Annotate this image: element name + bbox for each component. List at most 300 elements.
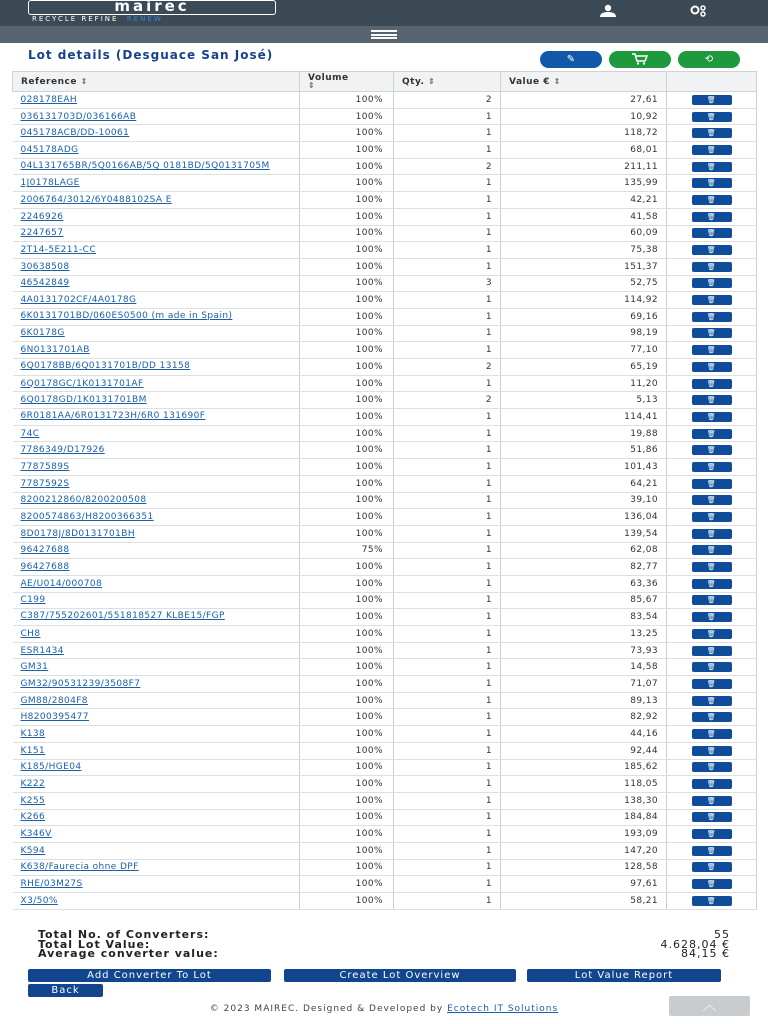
reference-link[interactable]: K266 <box>13 809 300 826</box>
volume-cell: 100% <box>300 142 394 159</box>
hamburger-menu-icon[interactable] <box>371 30 397 39</box>
volume-cell: 100% <box>300 609 394 626</box>
qty-cell: 1 <box>394 175 501 192</box>
cart-icon <box>631 54 649 65</box>
value-cell: 19,88 <box>501 425 667 442</box>
reference-link[interactable]: K185/HGE04 <box>13 759 300 776</box>
trash-icon[interactable]: 🗑 <box>692 312 732 322</box>
table-row <box>13 325 757 342</box>
value-cell: 64,21 <box>501 475 667 492</box>
trash-icon[interactable]: 🗑 <box>692 746 732 756</box>
table-row <box>13 275 757 292</box>
action-cell <box>667 392 757 409</box>
reference-link[interactable]: K151 <box>13 742 300 759</box>
trash-icon[interactable]: 🗑 <box>692 562 732 572</box>
qty-cell: 1 <box>394 409 501 426</box>
action-cell <box>667 642 757 659</box>
table-row <box>13 893 757 910</box>
action-cell <box>667 809 757 826</box>
qty-cell: 1 <box>394 192 501 209</box>
volume-cell: 100% <box>300 842 394 859</box>
volume-cell: 100% <box>300 809 394 826</box>
qty-cell: 1 <box>394 225 501 242</box>
qty-cell: 1 <box>394 659 501 676</box>
trash-icon[interactable]: 🗑 <box>692 195 732 205</box>
volume-cell: 100% <box>300 475 394 492</box>
table-row <box>13 676 757 693</box>
add-converter-button[interactable]: Add Converter To Lot <box>28 969 271 982</box>
sort-icon[interactable]: ⇕ <box>80 76 88 86</box>
action-cell <box>667 409 757 426</box>
qty-cell: 1 <box>394 759 501 776</box>
reference-link[interactable]: C199 <box>13 592 300 609</box>
total-converters-value: 55 <box>714 928 730 941</box>
qty-cell: 1 <box>394 692 501 709</box>
gear-icon[interactable] <box>686 4 710 20</box>
reference-link[interactable]: 46542849 <box>13 275 300 292</box>
reference-link[interactable]: 96427688 <box>13 542 300 559</box>
qty-cell: 1 <box>394 726 501 743</box>
value-cell: 147,20 <box>501 842 667 859</box>
reference-link[interactable]: 2006764/3012/6Y0488102SA E <box>13 192 300 209</box>
reference-link[interactable]: 2T14-5E211-CC <box>13 242 300 259</box>
sort-icon[interactable]: ⇕ <box>428 76 436 86</box>
qty-cell: 1 <box>394 809 501 826</box>
lot-value-report-button[interactable]: Lot Value Report <box>527 969 721 982</box>
menu-bar <box>0 26 768 43</box>
trash-icon[interactable]: 🗑 <box>692 829 732 839</box>
action-cell <box>667 459 757 476</box>
reference-link[interactable]: 74C <box>13 425 300 442</box>
value-cell: 42,21 <box>501 192 667 209</box>
trash-icon[interactable]: 🗑 <box>692 295 732 305</box>
value-cell: 41,58 <box>501 208 667 225</box>
value-cell: 135,99 <box>501 175 667 192</box>
qty-cell: 3 <box>394 275 501 292</box>
table-row <box>13 225 757 242</box>
action-cell <box>667 492 757 509</box>
chevron-up-icon: ︿ <box>702 998 717 1014</box>
value-cell: 85,67 <box>501 592 667 609</box>
trash-icon[interactable]: 🗑 <box>692 412 732 422</box>
table-row <box>13 142 757 159</box>
reference-link[interactable]: C387/755202601/551818527 KLBE15/FGP <box>13 609 300 626</box>
action-cell <box>667 425 757 442</box>
reference-link[interactable]: CH8 <box>13 626 300 643</box>
volume-cell: 100% <box>300 442 394 459</box>
trash-icon[interactable]: 🗑 <box>692 162 732 172</box>
reference-link[interactable]: 6Q0178GC/1K0131701AF <box>13 375 300 392</box>
trash-icon[interactable]: 🗑 <box>692 245 732 255</box>
value-cell: 65,19 <box>501 359 667 376</box>
edit-icon: ✎ <box>566 54 576 65</box>
value-cell: 60,09 <box>501 225 667 242</box>
volume-cell: 100% <box>300 425 394 442</box>
volume-cell: 100% <box>300 175 394 192</box>
reference-link[interactable]: 028178EAH <box>13 92 300 109</box>
reference-link[interactable]: 6Q0178BB/6Q0131701B/DD 13158 <box>13 359 300 376</box>
trash-icon[interactable]: 🗑 <box>692 145 732 155</box>
table-row <box>13 459 757 476</box>
value-cell: 83,54 <box>501 609 667 626</box>
action-cell <box>667 826 757 843</box>
table-row <box>13 125 757 142</box>
trash-icon[interactable]: 🗑 <box>692 729 732 739</box>
action-cell <box>667 893 757 910</box>
action-cell <box>667 258 757 275</box>
reference-link[interactable]: K222 <box>13 776 300 793</box>
table-row <box>13 258 757 275</box>
qty-cell: 1 <box>394 592 501 609</box>
trash-icon[interactable]: 🗑 <box>692 646 732 656</box>
reference-link[interactable]: 1J0178LAGE <box>13 175 300 192</box>
trash-icon[interactable]: 🗑 <box>692 612 732 622</box>
trash-icon[interactable]: 🗑 <box>692 362 732 372</box>
logo-tagline: RECYCLE REFINE RENEW <box>32 15 163 23</box>
qty-cell: 1 <box>394 609 501 626</box>
reference-link[interactable]: K255 <box>13 792 300 809</box>
table-row <box>13 542 757 559</box>
reference-link[interactable]: GM88/2804F8 <box>13 692 300 709</box>
reference-link[interactable]: 04L131765BR/5Q0166AB/5Q 0181BD/5Q0131705M <box>13 158 300 175</box>
table-row <box>13 842 757 859</box>
create-lot-overview-button[interactable]: Create Lot Overview <box>284 969 516 982</box>
value-cell: 211,11 <box>501 158 667 175</box>
table-row <box>13 359 757 376</box>
table-row <box>13 692 757 709</box>
action-cell <box>667 325 757 342</box>
trash-icon[interactable]: 🗑 <box>692 712 732 722</box>
action-cell <box>667 208 757 225</box>
qty-cell: 2 <box>394 392 501 409</box>
volume-cell: 100% <box>300 692 394 709</box>
trash-icon[interactable]: 🗑 <box>692 696 732 706</box>
reference-link[interactable]: 8D0178J/8D0131701BH <box>13 525 300 542</box>
qty-cell: 1 <box>394 742 501 759</box>
table-row <box>13 375 757 392</box>
value-cell: 138,30 <box>501 792 667 809</box>
reference-link[interactable]: 7787589S <box>13 459 300 476</box>
reference-link[interactable]: AE/U014/000708 <box>13 575 300 592</box>
qty-cell: 1 <box>394 876 501 893</box>
action-cell <box>667 676 757 693</box>
volume-cell: 100% <box>300 659 394 676</box>
action-cell <box>667 442 757 459</box>
volume-cell: 100% <box>300 776 394 793</box>
trash-icon[interactable]: 🗑 <box>692 545 732 555</box>
qty-cell: 1 <box>394 575 501 592</box>
table-header-row <box>13 72 757 92</box>
page-title: Lot details (Desguace San José) <box>28 48 274 62</box>
average-value-row <box>38 949 730 959</box>
table-row <box>13 292 757 309</box>
trash-icon[interactable]: 🗑 <box>692 595 732 605</box>
qty-cell: 1 <box>394 826 501 843</box>
table-row <box>13 308 757 325</box>
reference-link[interactable]: 8200574863/H8200366351 <box>13 509 300 526</box>
action-cell <box>667 559 757 576</box>
action-cell <box>667 626 757 643</box>
reference-link[interactable]: X3/50% <box>13 893 300 910</box>
action-cell <box>667 142 757 159</box>
qty-cell: 1 <box>394 425 501 442</box>
volume-cell: 100% <box>300 459 394 476</box>
reference-link[interactable]: 96427688 <box>13 559 300 576</box>
table-row <box>13 575 757 592</box>
qty-cell: 1 <box>394 559 501 576</box>
qty-cell: 1 <box>394 108 501 125</box>
col-header-volume[interactable]: Volume ⇕ <box>300 72 394 92</box>
lot-table <box>12 71 757 910</box>
trash-icon[interactable]: 🗑 <box>692 379 732 389</box>
value-cell: 92,44 <box>501 742 667 759</box>
refresh-button[interactable] <box>678 51 740 68</box>
table-row <box>13 792 757 809</box>
trash-icon[interactable]: 🗑 <box>692 846 732 856</box>
qty-cell: 1 <box>394 342 501 359</box>
footer-link[interactable]: Ecotech IT Solutions <box>447 1004 559 1014</box>
trash-icon[interactable]: 🗑 <box>692 512 732 522</box>
table-row <box>13 92 757 109</box>
volume-cell: 100% <box>300 258 394 275</box>
qty-cell: 1 <box>394 509 501 526</box>
action-cell <box>667 759 757 776</box>
volume-cell: 100% <box>300 592 394 609</box>
volume-cell: 100% <box>300 275 394 292</box>
qty-cell: 1 <box>394 542 501 559</box>
qty-cell: 1 <box>394 325 501 342</box>
lot-table-container <box>12 71 756 910</box>
col-header-qty[interactable]: Qty. ⇕ <box>394 72 501 92</box>
reference-link[interactable]: 2247657 <box>13 225 300 242</box>
value-cell: 128,58 <box>501 859 667 876</box>
reference-link[interactable]: 7787592S <box>13 475 300 492</box>
action-cell <box>667 575 757 592</box>
volume-cell: 100% <box>300 726 394 743</box>
trash-icon[interactable]: 🗑 <box>692 579 732 589</box>
table-row <box>13 475 757 492</box>
trash-icon[interactable]: 🗑 <box>692 345 732 355</box>
trash-icon[interactable]: 🗑 <box>692 662 732 672</box>
table-row <box>13 859 757 876</box>
average-value-label: Average converter value: <box>38 947 219 960</box>
trash-icon[interactable]: 🗑 <box>692 262 732 272</box>
reference-link[interactable]: K638/Faurecia ohne DPF <box>13 859 300 876</box>
back-button[interactable]: Back <box>28 984 103 997</box>
trash-icon[interactable]: 🗑 <box>692 228 732 238</box>
volume-cell: 100% <box>300 642 394 659</box>
reference-link[interactable]: GM32/90531239/3508F7 <box>13 676 300 693</box>
reference-link[interactable]: 045178ACB/DD-10061 <box>13 125 300 142</box>
volume-cell: 100% <box>300 575 394 592</box>
qty-cell: 1 <box>394 525 501 542</box>
reference-link[interactable]: 045178ADG <box>13 142 300 159</box>
sort-icon[interactable]: ⇕ <box>308 80 316 90</box>
trash-icon[interactable]: 🗑 <box>692 479 732 489</box>
volume-cell: 100% <box>300 509 394 526</box>
table-row <box>13 158 757 175</box>
value-cell: 151,37 <box>501 258 667 275</box>
trash-icon[interactable]: 🗑 <box>692 128 732 138</box>
volume-cell: 100% <box>300 826 394 843</box>
trash-icon[interactable]: 🗑 <box>692 679 732 689</box>
qty-cell: 2 <box>394 92 501 109</box>
action-cell <box>667 375 757 392</box>
total-lot-value-label: Total Lot Value: <box>38 937 151 951</box>
cart-button[interactable] <box>609 51 671 68</box>
table-row <box>13 626 757 643</box>
value-cell: 114,92 <box>501 292 667 309</box>
trash-icon[interactable]: 🗑 <box>692 879 732 889</box>
table-row <box>13 642 757 659</box>
edit-lot-button[interactable] <box>540 51 602 68</box>
sort-icon[interactable]: ⇕ <box>553 76 561 86</box>
value-cell: 62,08 <box>501 542 667 559</box>
qty-cell: 1 <box>394 308 501 325</box>
qty-cell: 1 <box>394 626 501 643</box>
qty-cell: 1 <box>394 776 501 793</box>
volume-cell: 100% <box>300 392 394 409</box>
trash-icon[interactable]: 🗑 <box>692 762 732 772</box>
value-cell: 114,41 <box>501 409 667 426</box>
value-cell: 5,13 <box>501 392 667 409</box>
trash-icon[interactable]: 🗑 <box>692 395 732 405</box>
qty-cell: 1 <box>394 442 501 459</box>
table-row <box>13 392 757 409</box>
reference-link[interactable]: 30638508 <box>13 258 300 275</box>
reference-link[interactable]: K594 <box>13 842 300 859</box>
action-cell <box>667 542 757 559</box>
trash-icon[interactable]: 🗑 <box>692 429 732 439</box>
volume-cell: 100% <box>300 208 394 225</box>
qty-cell: 1 <box>394 292 501 309</box>
value-cell: 118,05 <box>501 776 667 793</box>
col-header-value[interactable]: Value € ⇕ <box>501 72 667 92</box>
action-cell <box>667 359 757 376</box>
user-icon[interactable] <box>596 4 620 20</box>
col-header-reference[interactable]: Reference ⇕ <box>13 72 300 92</box>
action-cell <box>667 308 757 325</box>
volume-cell: 100% <box>300 342 394 359</box>
reference-link[interactable]: 6Q0178GD/1K0131701BM <box>13 392 300 409</box>
action-cell <box>667 876 757 893</box>
volume-cell: 100% <box>300 409 394 426</box>
total-converters-label: Total No. of Converters: <box>38 928 210 941</box>
logo[interactable] <box>28 0 278 26</box>
action-cell <box>667 509 757 526</box>
reference-link[interactable]: ESR1434 <box>13 642 300 659</box>
action-cell <box>667 525 757 542</box>
value-cell: 52,75 <box>501 275 667 292</box>
trash-icon[interactable]: 🗑 <box>692 445 732 455</box>
trash-icon[interactable]: 🗑 <box>692 212 732 222</box>
totals-block <box>38 930 730 959</box>
value-cell: 89,13 <box>501 692 667 709</box>
value-cell: 73,93 <box>501 642 667 659</box>
value-cell: 11,20 <box>501 375 667 392</box>
action-cell <box>667 125 757 142</box>
reference-link[interactable]: 6R0181AA/6R0131723H/6R0 131690F <box>13 409 300 426</box>
trash-icon[interactable]: 🗑 <box>692 862 732 872</box>
trash-icon[interactable]: 🗑 <box>692 462 732 472</box>
table-row <box>13 492 757 509</box>
action-cell <box>667 342 757 359</box>
reference-link[interactable]: 6K0178G <box>13 325 300 342</box>
trash-icon[interactable]: 🗑 <box>692 896 732 906</box>
volume-cell: 100% <box>300 626 394 643</box>
trash-icon[interactable]: 🗑 <box>692 796 732 806</box>
action-cell <box>667 192 757 209</box>
action-cell <box>667 175 757 192</box>
reference-link[interactable]: 7786349/D17926 <box>13 442 300 459</box>
volume-cell: 100% <box>300 709 394 726</box>
volume-cell: 100% <box>300 792 394 809</box>
value-cell: 69,16 <box>501 308 667 325</box>
reference-link[interactable]: K346V <box>13 826 300 843</box>
reference-link[interactable]: 4A0131702CF/4A0178G <box>13 292 300 309</box>
volume-cell: 100% <box>300 192 394 209</box>
trash-icon[interactable]: 🗑 <box>692 812 732 822</box>
action-cell <box>667 842 757 859</box>
reference-link[interactable]: 6K0131701BD/060ES0500 (m ade in Spain) <box>13 308 300 325</box>
table-row <box>13 592 757 609</box>
value-cell: 193,09 <box>501 826 667 843</box>
trash-icon[interactable]: 🗑 <box>692 629 732 639</box>
volume-cell: 100% <box>300 359 394 376</box>
trash-icon[interactable]: 🗑 <box>692 112 732 122</box>
reference-link[interactable]: GM31 <box>13 659 300 676</box>
volume-cell: 100% <box>300 559 394 576</box>
action-cell <box>667 709 757 726</box>
action-cell <box>667 859 757 876</box>
scroll-to-top-button[interactable] <box>669 996 750 1016</box>
trash-icon[interactable]: 🗑 <box>692 95 732 105</box>
value-cell: 118,72 <box>501 125 667 142</box>
average-value-value: 84,15 € <box>681 947 730 960</box>
qty-cell: 1 <box>394 709 501 726</box>
action-cell <box>667 792 757 809</box>
qty-cell: 1 <box>394 459 501 476</box>
volume-cell: 100% <box>300 108 394 125</box>
footer: © 2023 MAIREC. Designed & Developed by Ecotech IT Solutions <box>209 1004 559 1014</box>
reference-link[interactable]: 2246926 <box>13 208 300 225</box>
reference-link[interactable]: 6N0131701AB <box>13 342 300 359</box>
trash-icon[interactable]: 🗑 <box>692 779 732 789</box>
table-row <box>13 208 757 225</box>
volume-cell: 100% <box>300 325 394 342</box>
table-row <box>13 826 757 843</box>
trash-icon[interactable]: 🗑 <box>692 328 732 338</box>
trash-icon[interactable]: 🗑 <box>692 178 732 188</box>
reference-link[interactable]: K138 <box>13 726 300 743</box>
value-cell: 101,43 <box>501 459 667 476</box>
trash-icon[interactable]: 🗑 <box>692 278 732 288</box>
reference-link[interactable]: 036131703D/036166AB <box>13 108 300 125</box>
reference-link[interactable]: RHE/03M27S <box>13 876 300 893</box>
action-cell <box>667 659 757 676</box>
value-cell: 10,92 <box>501 108 667 125</box>
volume-cell: 100% <box>300 92 394 109</box>
trash-icon[interactable]: 🗑 <box>692 495 732 505</box>
action-cell <box>667 742 757 759</box>
action-cell <box>667 692 757 709</box>
reference-link[interactable]: H8200395477 <box>13 709 300 726</box>
action-cell <box>667 776 757 793</box>
volume-cell: 100% <box>300 242 394 259</box>
trash-icon[interactable]: 🗑 <box>692 529 732 539</box>
table-row <box>13 776 757 793</box>
reference-link[interactable]: 8200212860/8200200508 <box>13 492 300 509</box>
